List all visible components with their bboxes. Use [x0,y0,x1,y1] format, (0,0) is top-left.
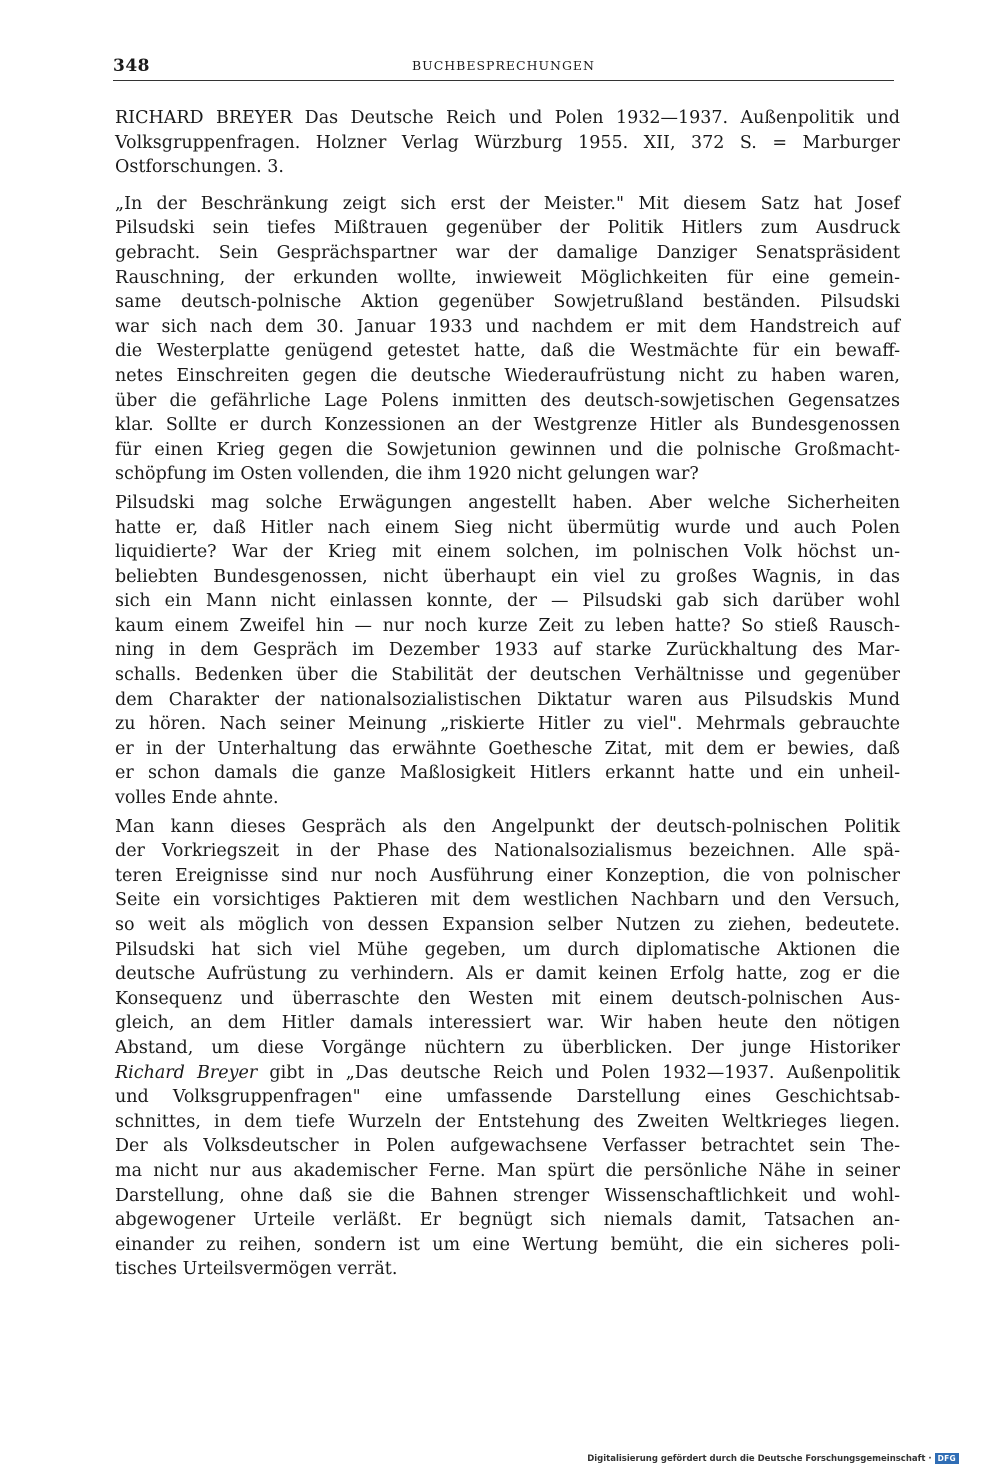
text-line: netes Einschreiten gegen die deutsche Wiederaufrüstung nicht zu haben waren, [115,365,900,386]
text-line: und Volksgruppenfragen" eine umfassende Darstellung eines Geschichtsab- [115,1087,900,1108]
text-line: Konsequenz und überraschte den Westen mit einem deutsch-polnischen Aus- [115,988,900,1009]
text-line: so weit als möglich von dessen Expansion selber Nutzen zu ziehen, bedeutete. [115,915,900,935]
text-line: schnittes, in dem tiefe Wurzeln der Entstehung des Zweiten Weltkrieges liegen. [115,1111,900,1132]
text-line: Rauschning, der erkunden wollte, inwieweit Möglichkeiten für eine gemein- [115,267,900,288]
text-line: Abstand, um diese Vorgänge nüchtern zu überblicken. Der junge Historiker [115,1037,900,1058]
text-line: gleich, an dem Hitler damals interessiert war. Wir haben heute den nötigen [115,1013,900,1034]
text-line: für einen Krieg gegen die Sowjetunion gewinnen und die polnische Großmacht- [115,439,900,460]
review-paragraphs [115,192,900,1282]
book-citation [115,106,900,180]
page-number: 348 [113,56,150,76]
text-line: ning in dem Gespräch im Dezember 1933 auf starke Zurückhaltung des Mar- [115,640,900,661]
text-line: ma nicht nur aus akademischer Ferne. Man spürt die persönliche Nähe in seiner [115,1160,900,1181]
text-line: tisches Urteilsvermögen verrät. [115,1259,398,1280]
paragraph [115,491,900,811]
text-line: die Westerplatte genügend getestet hatte, daß die Westmächte für ein bewaff- [115,341,900,362]
text-line: der Vorkriegszeit in der Phase des Nationalsozialismus bezeichnen. Alle spä- [115,841,900,862]
text-line: Pilsudski mag solche Erwägungen angestellt haben. Aber welche Sicherheiten [115,492,900,513]
author-name: Richard Breyer [115,1062,258,1083]
text-line: teren Ereignisse sind nur noch Ausführung einer Konzeption, die von polnischer [115,865,900,886]
text-line: er in der Unterhaltung das erwähnte Goethesche Zitat, mit dem er bewies, daß [115,738,900,759]
text-line: über die gefährliche Lage Polens inmitten des deutsch-sowjetischen Gegensatzes [115,390,900,411]
text-line: klar. Sollte er durch Konzessionen an der Westgrenze Hitler als Bundesgenossen [115,415,900,436]
text-line: Pilsudski sein tiefes Mißtrauen gegenüber der Politik Hitlers zum Ausdruck [115,218,900,239]
body-text [115,106,900,1282]
text-line: deutsche Aufrüstung zu verhindern. Als er damit keinen Erfolg hatte, zog er die [115,964,900,985]
citation-line: RICHARD BREYER Das Deutsche Reich und Polen 1932—1937. Außenpolitik und [115,108,900,128]
text-line: same deutsch-polnische Aktion gegenüber Sowjetrußland beständen. Pilsudski [115,292,900,313]
text-line: abgewogener Urteile verläßt. Er begnügt sich niemals damit, Tatsachen an- [115,1210,900,1231]
text-line: schalls. Bedenken über die Stabilität der deutschen Verhältnisse und gegenüber [115,665,900,686]
text-line: gebracht. Sein Gesprächspartner war der damalige Danziger Senatspräsident [115,242,900,263]
text-line: Seite ein vorsichtiges Paktieren mit dem westlichen Nachbarn und den Versuch, [115,890,900,911]
paragraph [115,192,900,487]
text-line: war sich nach dem 30. Januar 1933 und nachdem er mit dem Handstreich auf [115,316,900,337]
page-header [113,56,894,81]
text-line: Pilsudski hat sich viel Mühe gegeben, um durch diplomatische Aktionen die [115,939,900,960]
text-line: sich ein Mann nicht einlassen konnte, der — Pilsudski gab sich darüber wohl [115,591,900,612]
text-line: liquidierte? War der Krieg mit einem solchen, im polnischen Volk höchst un- [115,542,900,563]
credit-text: Digitalisierung gefördert durch die Deutsche Forschungsgemeinschaft · [587,1453,932,1464]
text-line: einander zu reihen, sondern ist um eine Wertung bemüht, die ein sicheres poli- [115,1234,900,1255]
citation-line: Ostforschungen. 3. [115,157,284,178]
paragraph [115,815,900,1282]
text-line: Der als Volksdeutscher in Polen aufgewachsene Verfasser betrachtet sein The- [115,1136,900,1157]
digitization-credit [587,1453,959,1464]
text-line: Man kann dieses Gespräch als den Angelpunkt der deutsch-polnischen Politik [115,816,900,837]
citation-line: Volksgruppenfragen. Holzner Verlag Würzburg 1955. XII, 372 S. = Marburger [115,132,900,153]
text-line: zu hören. Nach seiner Meinung „riskierte Hitler zu viel". Mehrmals gebrauchte [115,714,900,735]
text-line: dem Charakter der nationalsozialistischen Diktatur waren aus Pilsudskis Mund [115,689,900,710]
text-line: beliebten Bundesgenossen, nicht überhaupt ein viel zu großes Wagnis, in das [115,566,900,587]
running-head: BUCHBESPRECHUNGEN [412,58,595,73]
text-line: volles Ende ahnte. [115,788,279,809]
text-line: kaum einem Zweifel hin — nur noch kurze Zeit zu leben hatte? So stieß Rausch- [115,615,900,636]
dfg-logo: DFG [935,1453,959,1464]
text-line: hatte er, daß Hitler nach einem Sieg nicht übermütig wurde und auch Polen [115,517,900,538]
text-line: Darstellung, ohne daß sie die Bahnen strenger Wissenschaftlichkeit und wohl- [115,1185,900,1206]
text-line: „In der Beschränkung zeigt sich erst der Meister." Mit diesem Satz hat Josef [115,193,900,214]
text-line: er schon damals die ganze Maßlosigkeit Hitlers erkannt hatte und ein unheil- [115,763,900,784]
spacer [115,180,900,192]
text-line: schöpfung im Osten vollenden, die ihm 1920 nicht gelungen war? [115,464,699,485]
text-line: Richard Breyer gibt in „Das deutsche Reich und Polen 1932—1937. Außenpolitik [115,1062,900,1083]
